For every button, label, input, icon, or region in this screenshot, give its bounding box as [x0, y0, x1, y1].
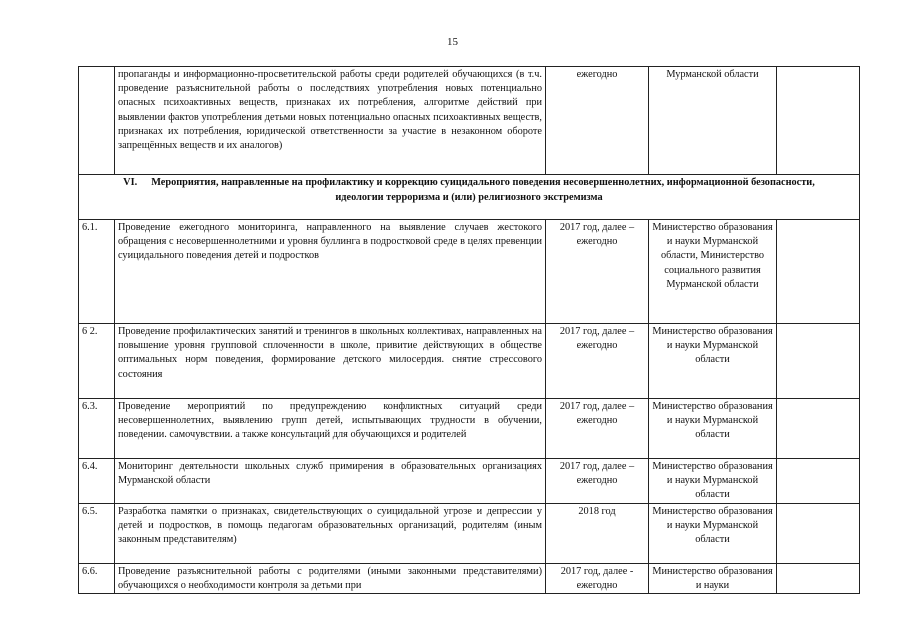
row-number: 6.5. — [79, 504, 115, 564]
table-row — [79, 324, 860, 399]
row-number: 6.3. — [79, 399, 115, 459]
activity-term: 2018 год — [546, 504, 649, 564]
activity-text: Проведение ежегодного мониторинга, направленного на выявление случаев жестокого обращения с несовершеннолетними и уровня буллинга в подростковой среде в целях превенции суицидального поведения детей и подростков — [115, 220, 546, 324]
activity-executor: Министерство образования и науки Мурманской области, Министерство социального развития Мурманской области — [649, 220, 777, 324]
table-row — [79, 399, 860, 459]
activity-note — [777, 399, 860, 459]
activity-note — [777, 459, 860, 504]
row-number — [79, 67, 115, 175]
activity-term: ежегодно — [546, 67, 649, 175]
activity-note — [777, 324, 860, 399]
table-row — [79, 220, 860, 324]
activity-term: 2017 год, далее – ежегодно — [546, 324, 649, 399]
page-number: 15 — [447, 36, 458, 48]
activity-term: 2017 год, далее – ежегодно — [546, 220, 649, 324]
activity-text: Разработка памятки о признаках, свидетельствующих о суицидальной угрозе и депрессии у детей и подростков, в помощь педагогам образовательных организаций, родителям (иным законным представителям) — [115, 504, 546, 564]
table-row — [79, 564, 860, 594]
section-number: VI. — [123, 177, 138, 188]
activity-text: Проведение мероприятий по предупреждению конфликтных ситуаций среди несовершеннолетних, выявлению групп детей, испытывающих трудности в обучении, поведении. самочувствии. а также консультаций для обучающихся и родителей — [115, 399, 546, 459]
activity-note — [777, 67, 860, 175]
table-row — [79, 67, 860, 175]
activity-executor: Министерство образования и науки Мурманской области — [649, 324, 777, 399]
activity-executor: Министерство образования и науки Мурманской области — [649, 504, 777, 564]
activity-term: 2017 год, далее - ежегодно — [546, 564, 649, 594]
activity-text: Мониторинг деятельности школьных служб примирения в образовательных организациях Мурманской области — [115, 459, 546, 504]
row-number: 6.4. — [79, 459, 115, 504]
activity-text: пропаганды и информационно-просветительской работы среди родителей обучающихся (в т.ч. проведение разъяснительной работы о последствиях употребления новых потенциально опасных психоактивных веществ, признаках их потребления, алгоритме действий при выявлении фактов употребления детьми новых потенциально опасных психоактивных веществ, признаках их потребления, юридической ответственности за участие в незаконном обороте запрещённых веществ и их аналогов) — [115, 67, 546, 175]
table-row — [79, 504, 860, 564]
activity-executor: Мурманской области — [649, 67, 777, 175]
activity-executor: Министерство образования и науки Мурманской области — [649, 459, 777, 504]
activity-text: Проведение разъяснительной работы с родителями (иными законными представителями) обучающихся о необходимости контроля за детьми при — [115, 564, 546, 594]
activity-note — [777, 220, 860, 324]
row-number: 6 2. — [79, 324, 115, 399]
row-number: 6.1. — [79, 220, 115, 324]
activity-text: Проведение профилактических занятий и тренингов в школьных коллективах, направленных на повышение уровня групповой сплоченности в школе, привитие действующих в обществе оптимальных норм поведения, формирование детского милосердия. снятие стрессового состояния — [115, 324, 546, 399]
activity-executor: Министерство образования и науки Мурманской области — [649, 399, 777, 459]
table-row — [79, 459, 860, 504]
section-title: Мероприятия, направленные на профилактику и коррекцию суицидального поведения несовершеннолетних, информационной безопасности, идеологии терроризма и (или) религиозного экстремизма — [151, 177, 815, 203]
activity-term: 2017 год, далее – ежегодно — [546, 399, 649, 459]
activity-executor: Министерство образования и науки — [649, 564, 777, 594]
section-heading — [79, 175, 860, 220]
row-number: 6.6. — [79, 564, 115, 594]
section-heading-row — [79, 175, 860, 220]
activities-table — [78, 66, 860, 594]
activity-term: 2017 год, далее – ежегодно — [546, 459, 649, 504]
activity-note — [777, 564, 860, 594]
activity-note — [777, 504, 860, 564]
